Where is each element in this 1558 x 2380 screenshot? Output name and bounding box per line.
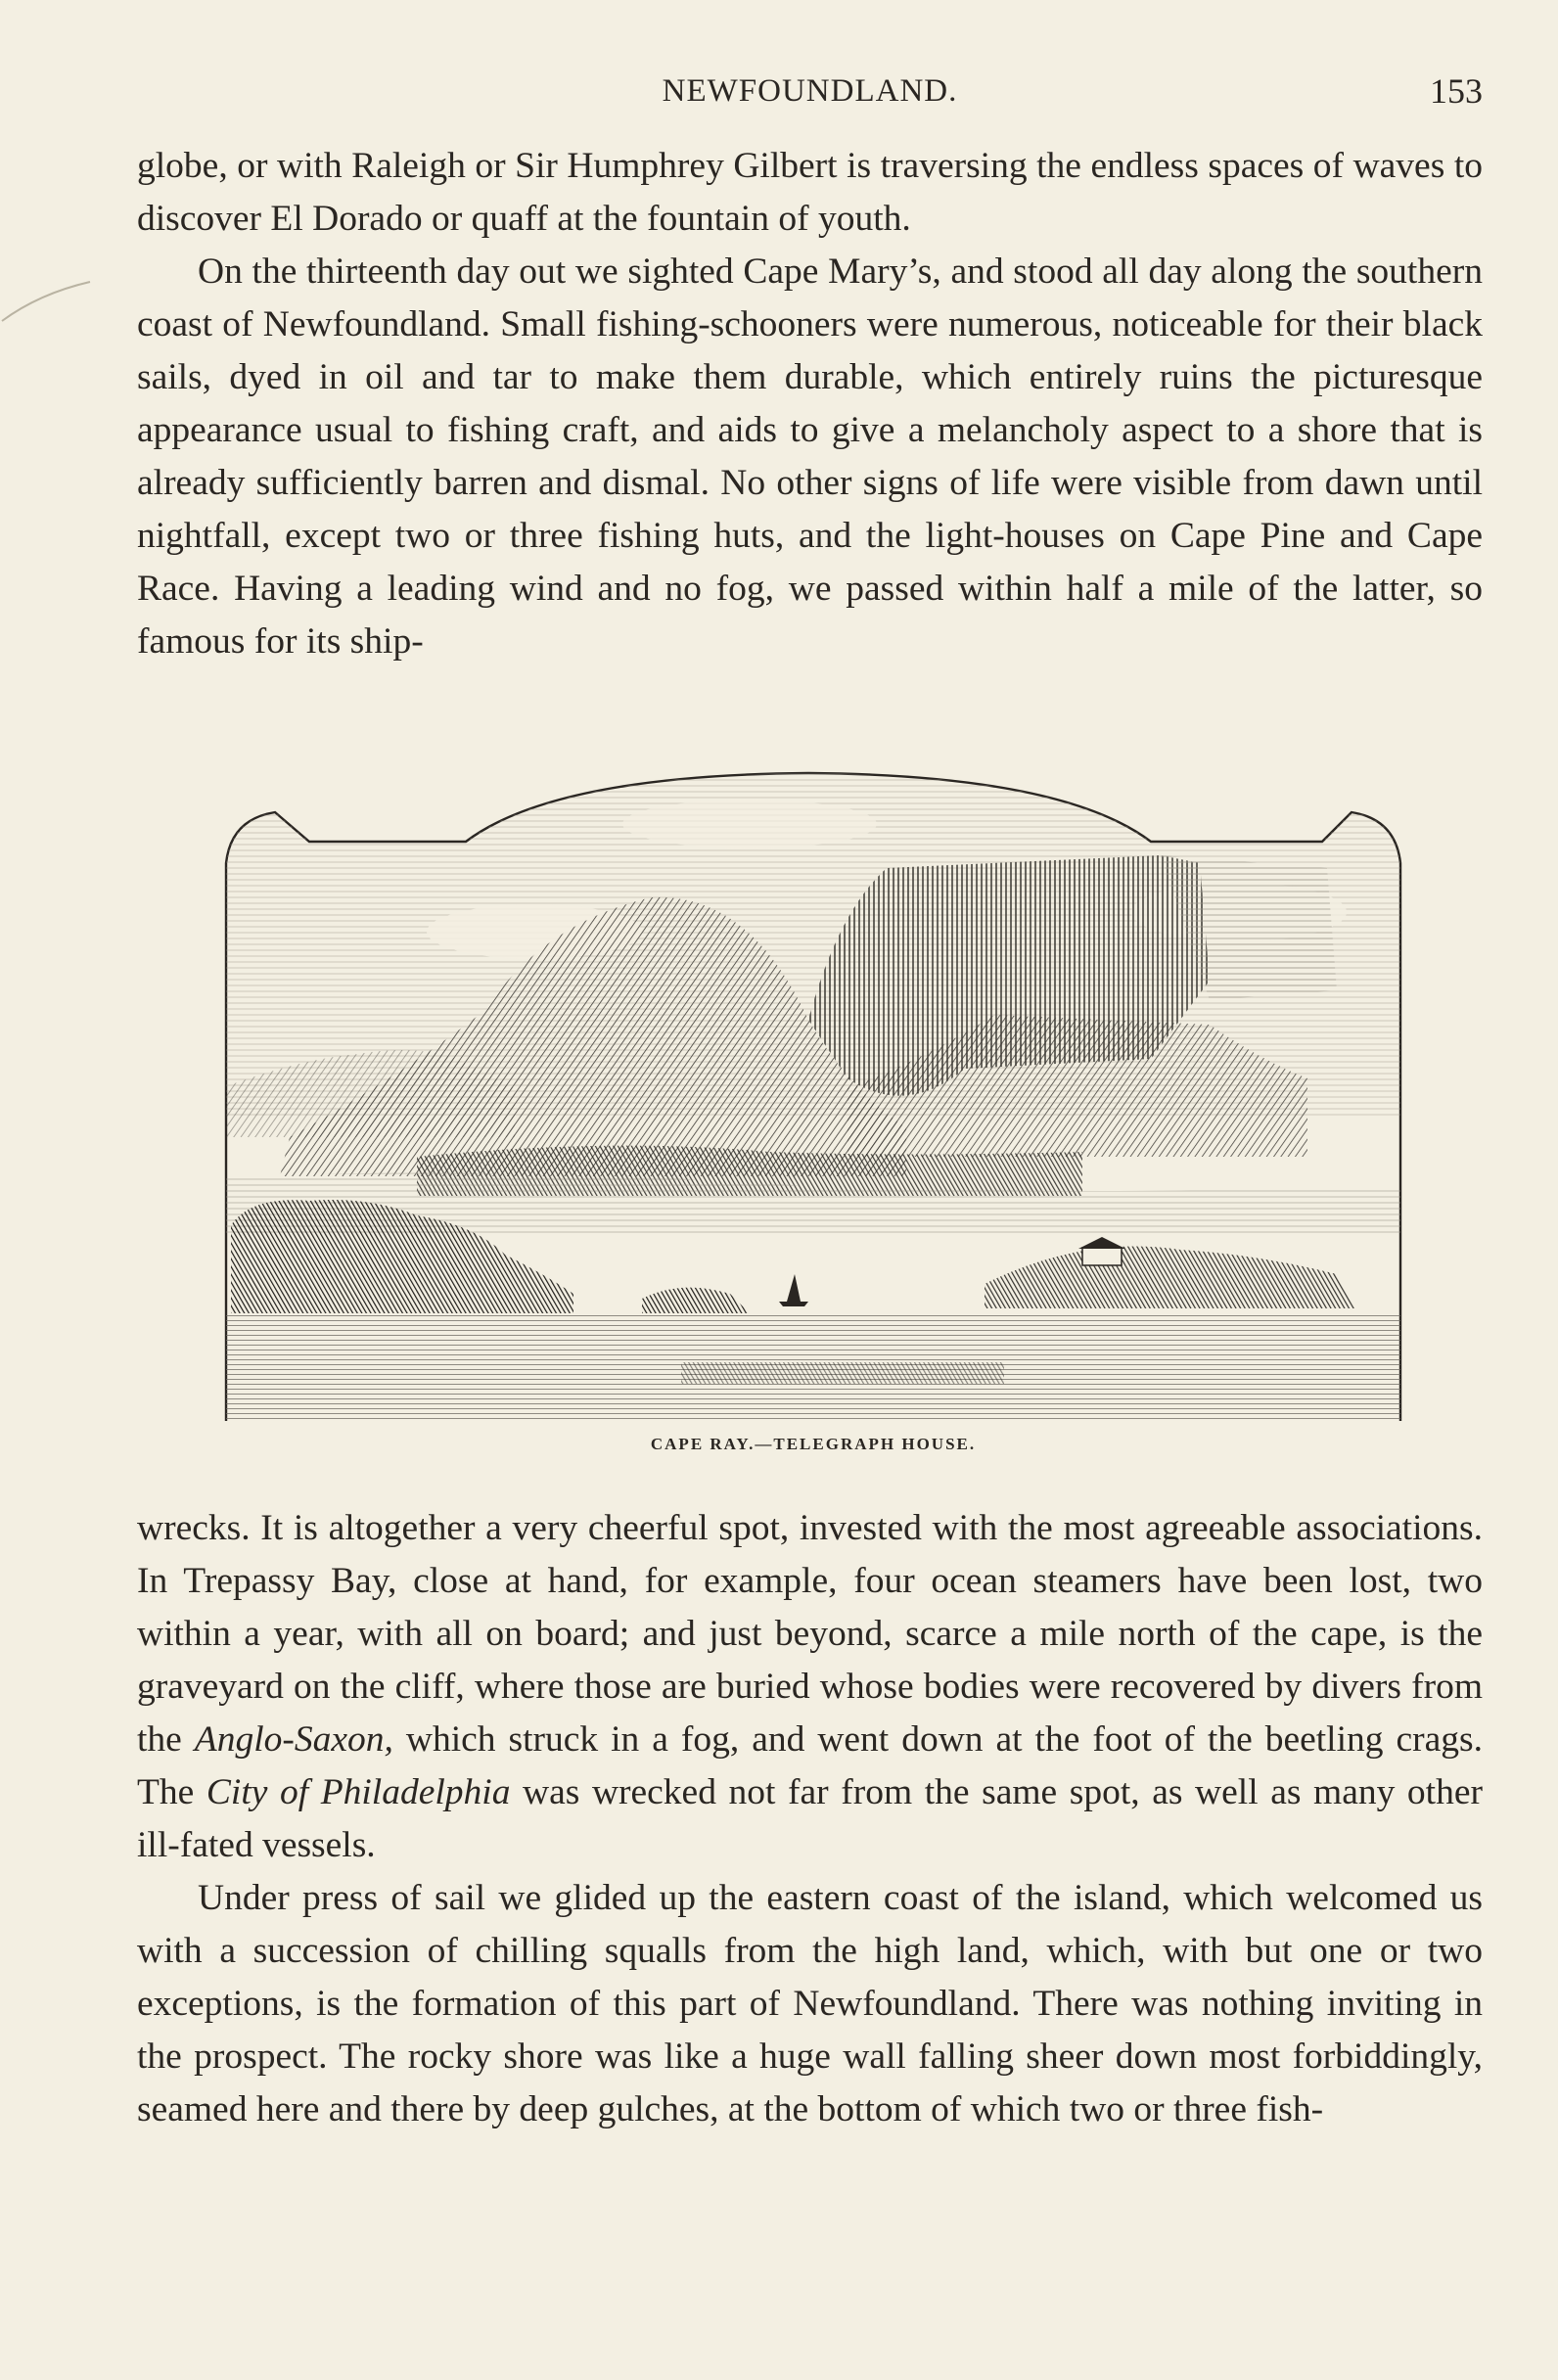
paragraph-text: which struck in a fog, and went down at the foot of the beetling crags. The [137, 1719, 1483, 1812]
sailboat [779, 1274, 808, 1306]
foreground-rocks [985, 1247, 1356, 1308]
text-block-top [137, 140, 1483, 668]
running-title: NEWFOUNDLAND. [662, 73, 958, 109]
page-number: 153 [1430, 71, 1483, 111]
ship-name: City of Philadelphia [206, 1772, 511, 1812]
margin-pencil-mark [0, 245, 108, 333]
paragraph: globe, or with Raleigh or Sir Humphrey Gilbert is traversing the endless spaces of waves to discover El Dorado or quaff at the fountain of youth. [137, 146, 1483, 239]
paragraph-text: wrecks. It is altogether a very cheerful spot, invested with the most agreeable associations. In Trepassy Bay, close at hand, for example, four ocean steamers have been lost, two within a year, with all on board; and just beyond, scarce a mile north of the cape, is the graveyard on the cliff, where those are buried whose bodies were recovered by divers from the [137, 1508, 1483, 1760]
text-block-bottom [137, 1502, 1483, 2136]
paragraph: Under press of sail we glided up the eastern coast of the island, which welcomed us with a succession of chilling squalls from the high land, which, with but one or two exceptions, is the formation of this part of Newfoundland. There was nothing inviting in the prospect. The rocky shore was like a huge wall falling sheer down most forbiddingly, seamed here and there by deep gulches, at the bottom of which two or three fish- [137, 1878, 1483, 2129]
running-head [137, 67, 1483, 115]
sea-reflection [681, 1362, 1004, 1384]
paragraph: On the thirteenth day out we sighted Cape Mary’s, and stood all day along the southern coast of Newfoundland. Small fishing-schooners were numerous, noticeable for their black sails, dyed in oil and tar to make them durable, which entirely ruins the picturesque appearance usual to fishing craft, and aids to give a melancholy aspect to a shore that is already sufficiently barren and dismal. No other signs of life were visible from dawn until nightfall, except two or three fishing huts, and the light-houses on Cape Pine and Cape Race. Having a leading wind and no fog, we passed within half a mile of the latter, so famous for its ship- [137, 252, 1483, 662]
telegraph-house [1078, 1237, 1125, 1265]
paragraph [137, 1502, 1483, 1872]
ship-name: Anglo-Saxon, [194, 1719, 393, 1760]
foreground-rocks [642, 1288, 750, 1313]
paragraph-text: was wrecked not far from the same spot, as well as many other ill-fated vessels. [137, 1772, 1483, 1865]
cloud [622, 800, 877, 848]
figure-caption: CAPE RAY.—TELEGRAPH HOUSE. [650, 1435, 977, 1453]
engraving-illustration [221, 765, 1405, 1431]
